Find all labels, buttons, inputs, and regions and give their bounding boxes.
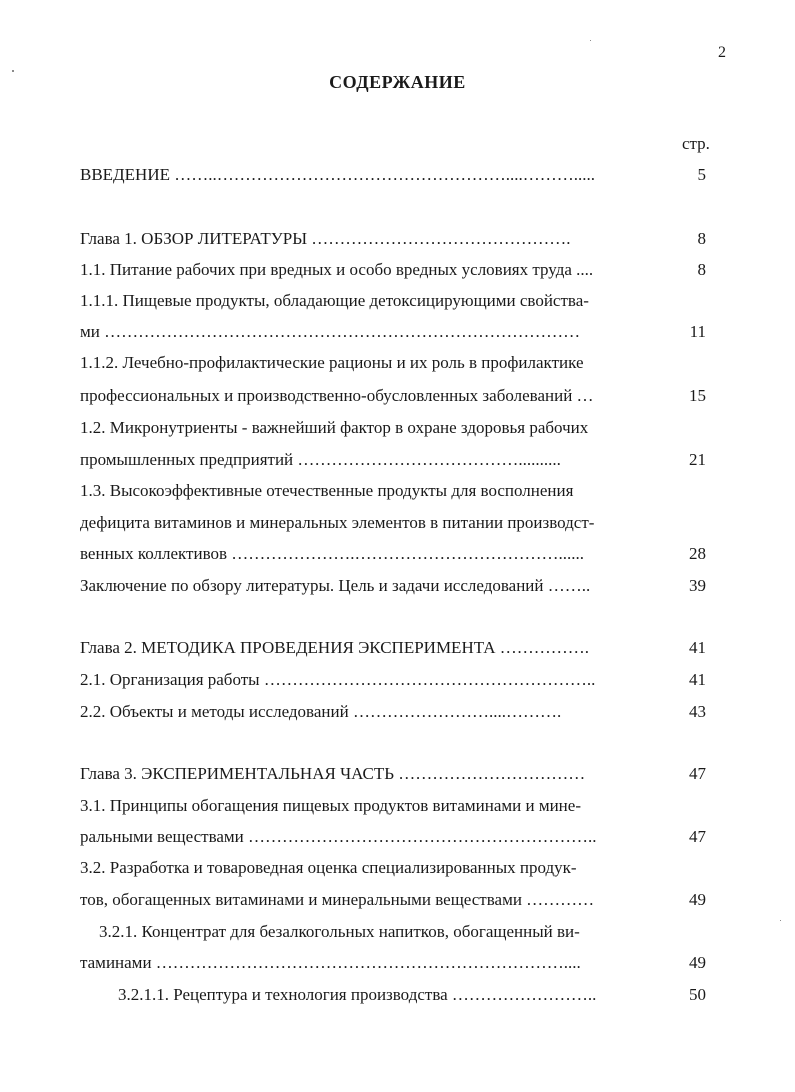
toc-entry-text: 1.1. Питание рабочих при вредных и особо вредных условиях труда ....	[80, 260, 594, 279]
toc-entry-page: 49	[689, 953, 706, 972]
toc-entry-text: Заключение по обзору литературы. Цель и задачи исследований ……..	[80, 576, 591, 595]
toc-entry-text: 1.1.1. Пищевые продукты, обладающие детоксицирующими свойства-	[80, 291, 589, 310]
toc-entry-page: 47	[689, 827, 706, 846]
toc-entry-text: 1.1.2. Лечебно-профилактические рационы и их роль в профилактике	[80, 353, 584, 372]
toc-entry-text: ВВЕДЕНИЕ ……..……………………………………………....……….....	[80, 165, 595, 184]
toc-entry-text: профессиональных и производственно-обусловленных заболеваний …	[80, 386, 594, 405]
toc-entry-page: 21	[689, 450, 706, 469]
scan-speck	[780, 920, 781, 921]
toc-entry-text: Глава 1. ОБЗОР ЛИТЕРАТУРЫ ……………………………………….	[80, 229, 571, 248]
toc-entry-text: ми …………………………………………………………………………	[80, 322, 581, 341]
page-column-label: стр.	[682, 134, 710, 153]
toc-entry-page: 39	[689, 576, 706, 595]
toc-entry-page: 8	[697, 260, 706, 279]
toc-entry-text: тов, обогащенных витаминами и минеральными веществами …………	[80, 890, 595, 909]
toc-entry-text: Глава 3. ЭКСПЕРИМЕНТАЛЬНАЯ ЧАСТЬ ……………………………	[80, 764, 586, 783]
toc-entry-page: 11	[689, 322, 706, 341]
toc-entry-page: 8	[697, 229, 706, 248]
toc-entry-text: 1.3. Высокоэффективные отечественные продукты для восполнения	[80, 481, 574, 500]
toc-entry-page: 47	[689, 764, 706, 783]
toc-entry-text: 3.1. Принципы обогащения пищевых продуктов витаминами и мине-	[80, 796, 581, 815]
toc-entry-page: 50	[689, 985, 706, 1004]
page-title: СОДЕРЖАНИЕ	[329, 72, 466, 92]
toc-entry-page: 41	[689, 638, 706, 657]
toc-entry-page: 43	[689, 702, 706, 721]
toc-entry-text: 1.2. Микронутриенты - важнейший фактор в охране здоровья рабочих	[80, 418, 589, 437]
toc-entry-text: 2.2. Объекты и методы исследований ……………………....……….	[80, 702, 562, 721]
toc-entry-page: 41	[689, 670, 706, 689]
toc-entry-text: промышленных предприятий …………………………………..........	[80, 450, 561, 469]
toc-entry-page: 28	[689, 544, 706, 563]
toc-entry-text: венных коллективов ………………….………………………………......	[80, 544, 585, 563]
toc-entry-page: 5	[697, 165, 706, 184]
toc-entry-text: дефицита витаминов и минеральных элементов в питании производст-	[80, 513, 595, 532]
toc-entry-text: таминами ………………………………………………………………....	[80, 953, 581, 972]
toc-entry-text: 2.1. Организация работы …………………………………………………..	[80, 670, 596, 689]
toc-entry-page: 15	[689, 386, 706, 405]
toc-entry-text: ральными веществами ……………………………………………………..	[80, 827, 597, 846]
toc-entry-text: 3.2.1. Концентрат для безалкогольных напитков, обогащенный ви-	[99, 922, 580, 941]
toc-entry-text: 3.2.1.1. Рецептура и технология производства ……………………..	[118, 985, 597, 1004]
scan-speck	[590, 40, 591, 41]
toc-entry-text: 3.2. Разработка и товароведная оценка специализированных продук-	[80, 858, 577, 877]
page-number: 2	[718, 44, 726, 61]
toc-entry-page: 49	[689, 890, 706, 909]
scan-speck	[12, 70, 14, 72]
toc-entry-text: Глава 2. МЕТОДИКА ПРОВЕДЕНИЯ ЭКСПЕРИМЕНТА …………….	[80, 638, 590, 657]
